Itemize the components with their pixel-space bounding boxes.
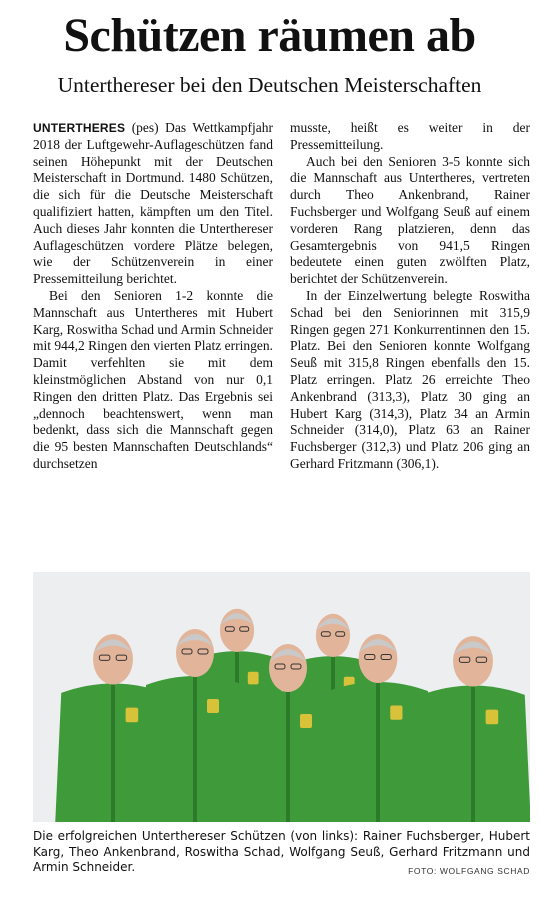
team-photo bbox=[33, 572, 530, 822]
club-badge-icon bbox=[390, 705, 402, 719]
club-badge-icon bbox=[126, 708, 139, 723]
club-badge-icon bbox=[486, 710, 499, 725]
jacket-zipper bbox=[111, 682, 115, 822]
club-badge-icon bbox=[248, 672, 259, 685]
jacket-zipper bbox=[193, 675, 197, 822]
article-paragraph-5: In der Einzelwertung belegte Roswitha Schad bei den Seniorinnen mit 315,9 Ringen gegen 271 Konkurrentinnen den 15. Platz. Bei den Senioren konnte Wolfgang Seuß mit 315,8 Ringen ebenfalls den 15. Platz erringen. Platz 26 erreichte Theo Ankenbrand (313,3), Platz 30 ging an Hubert Karg (314,3), Platz 34 an Armin Schneider (314,0), Platz 63 an Rainer Fuchsberger (312,3) und Platz 206 ging an Gerhard Fritzmann (306,1). bbox=[290, 287, 530, 471]
article-paragraph-4: Auch bei den Senioren 3-5 konnte sich die Mannschaft aus Untertheres, vertreten durch Theo Ankenbrand, Rainer Fuchsberger und Wolfgang Seuß auf einem vorderen Rang platzieren, denn das Gesamtergebnis von 941,5 Ringen bedeutete einen guten zwölften Platz, berichtet der Schützenverein. bbox=[290, 153, 530, 287]
headline: Schützen räumen ab bbox=[63, 9, 476, 62]
photo-credit: FOTO: WOLFGANG SCHAD bbox=[408, 866, 530, 876]
jacket-zipper bbox=[376, 681, 380, 822]
club-badge-icon bbox=[207, 699, 219, 713]
article-paragraph-2: Bei den Senioren 1-2 konnte die Mannschaft aus Untertheres mit Hubert Karg, Roswitha Schad und Armin Schneider mit 944,2 Ringen den vierten Platz erringen. Damit verfehlten sie mit dem kleinstmöglichen Abstand von nur 0,1 Ringen den dritten Platz. Das Ergebnis sei „dennoch beachtenswert, wenn man bedenkt, dass sich die Mannschaft gegen die 95 besten Mannschaften Deutschlands“ durchsetzen bbox=[33, 287, 273, 471]
club-badge-icon bbox=[300, 714, 312, 728]
article-column-left bbox=[33, 120, 273, 473]
jacket-zipper bbox=[286, 690, 290, 822]
dateline: UNTERTHERES bbox=[33, 121, 126, 135]
photo-caption-text: Die erfolgreichen Unterthereser Schützen (von links): Rainer Fuchsberger, Hubert Karg, Theo Ankenbrand, Roswitha Schad, Wolfgang Seuß, Gerhard Fritzmann und Armin Schneider. bbox=[33, 829, 530, 874]
article-column-right bbox=[290, 120, 530, 473]
subheadline: Unterthereser bei den Deutschen Meisterschaften bbox=[57, 73, 482, 97]
dateline-tag: (pes) bbox=[131, 120, 159, 135]
article-paragraph bbox=[33, 120, 273, 288]
photo-caption bbox=[33, 829, 530, 880]
article-paragraph-3: musste, heißt es weiter in der Pressemitteilung. bbox=[290, 120, 530, 152]
jacket-zipper bbox=[471, 684, 475, 822]
team-photo-illustration bbox=[33, 572, 530, 822]
paragraph-1-text: Das Wettkampfjahr 2018 der Luftgewehr-Auflageschützen fand seinen Höhepunkt mit der Deutschen Meisterschaft in Dortmund. 1480 Schützen, die sich für die Deutsche Meisterschaft qualifiziert hatten, kämpften um den Titel. Auch dieses Jahr konnten die Unterthereser Auflageschützen vordere Plätze belegen, wie der Schützenverein in einer Pressemitteilung berichtet. bbox=[33, 120, 274, 287]
